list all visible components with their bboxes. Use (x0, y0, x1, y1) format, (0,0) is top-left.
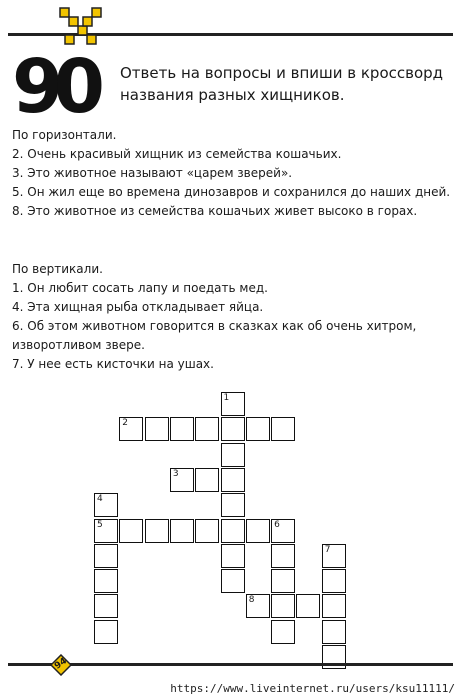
crossword-cell[interactable] (170, 519, 194, 543)
cell-number: 1 (223, 393, 230, 403)
crossword-cell[interactable] (94, 519, 118, 543)
crossword-cell[interactable] (145, 417, 169, 441)
crossword-cell[interactable] (271, 544, 295, 568)
crossword-cell[interactable] (246, 594, 270, 618)
crossword-cell[interactable] (246, 519, 270, 543)
crossword-cell[interactable] (271, 519, 295, 543)
cell-number: 8 (248, 595, 255, 606)
crossword-cell[interactable] (221, 443, 245, 467)
horizontal-clues (12, 126, 452, 221)
clue-h-2: 2. Очень красивый хищник из семейства кошачьих. (12, 147, 342, 161)
crossword-cell[interactable] (221, 468, 245, 492)
crossword-cell[interactable] (221, 519, 245, 543)
crossword-cell[interactable] (246, 417, 270, 441)
crossword-cell[interactable] (221, 392, 245, 416)
crossword-cell[interactable] (94, 594, 118, 618)
page-number-badge (50, 654, 72, 676)
crossword-cell[interactable] (271, 569, 295, 593)
crossword-cell[interactable] (119, 519, 143, 543)
crossword-cell[interactable] (296, 594, 320, 618)
clue-h-3: 3. Это животное называют «царем зверей». (12, 166, 293, 180)
crossword-cell[interactable] (94, 544, 118, 568)
bottom-rule (8, 663, 453, 666)
cell-number: 2 (122, 418, 129, 429)
crossword-cell[interactable] (271, 620, 295, 644)
crossword-cell[interactable] (145, 519, 169, 543)
clue-v-4: 4. Эта хищная рыба откладывает яйца. (12, 300, 264, 314)
task-number: 90 (12, 44, 95, 130)
page-number: 94 (52, 656, 70, 672)
clue-h-8: 8. Это животное из семейства кошачьих живет высоко в горах. (12, 204, 418, 218)
vertical-clues (12, 260, 452, 374)
cell-number: 6 (274, 519, 280, 530)
crossword-cell[interactable] (322, 544, 346, 568)
crossword-cell[interactable] (195, 519, 219, 543)
clue-h-5: 5. Он жил еще во времена динозавров и сохранился до наших дней. (12, 185, 451, 199)
clue-v-1: 1. Он любит сосать лапу и поедать мед. (12, 281, 268, 295)
crossword-cell[interactable] (271, 594, 295, 618)
crossword-cell[interactable] (195, 468, 219, 492)
crossword-cell[interactable] (271, 417, 295, 441)
crossword-cell[interactable] (221, 493, 245, 517)
vertical-header: По вертикали. (12, 262, 103, 276)
crossword-cell[interactable] (221, 544, 245, 568)
clue-v-6: 6. Об этом животном говорится в сказках как об очень хитром, изворотливом звере. (12, 319, 417, 352)
cell-number: 3 (172, 468, 179, 479)
crossword-cell[interactable] (170, 468, 194, 492)
crossword-cell[interactable] (94, 493, 118, 517)
crossword-cell[interactable] (322, 569, 346, 593)
crossword-cell[interactable] (170, 417, 194, 441)
watermark-url: https://www.liveinternet.ru/users/ksu11111/ (170, 682, 455, 695)
clue-v-7: 7. У нее есть кисточки на ушах. (12, 357, 214, 371)
cell-number: 4 (97, 494, 103, 505)
cell-number: 5 (97, 519, 103, 530)
crossword-cell[interactable] (221, 569, 245, 593)
crossword-cell[interactable] (94, 620, 118, 644)
horizontal-header: По горизонтали. (12, 128, 117, 142)
task-instructions: Ответь на вопросы и впиши в кроссворд названия разных хищников. (120, 64, 444, 104)
cell-number: 7 (324, 544, 331, 555)
crossword-cell[interactable] (94, 569, 118, 593)
crossword-cell[interactable] (119, 417, 143, 441)
crossword-cell[interactable] (221, 417, 245, 441)
crossword-cell[interactable] (195, 417, 219, 441)
crossword-cell[interactable] (322, 620, 346, 644)
crossword-cell[interactable] (322, 594, 346, 618)
